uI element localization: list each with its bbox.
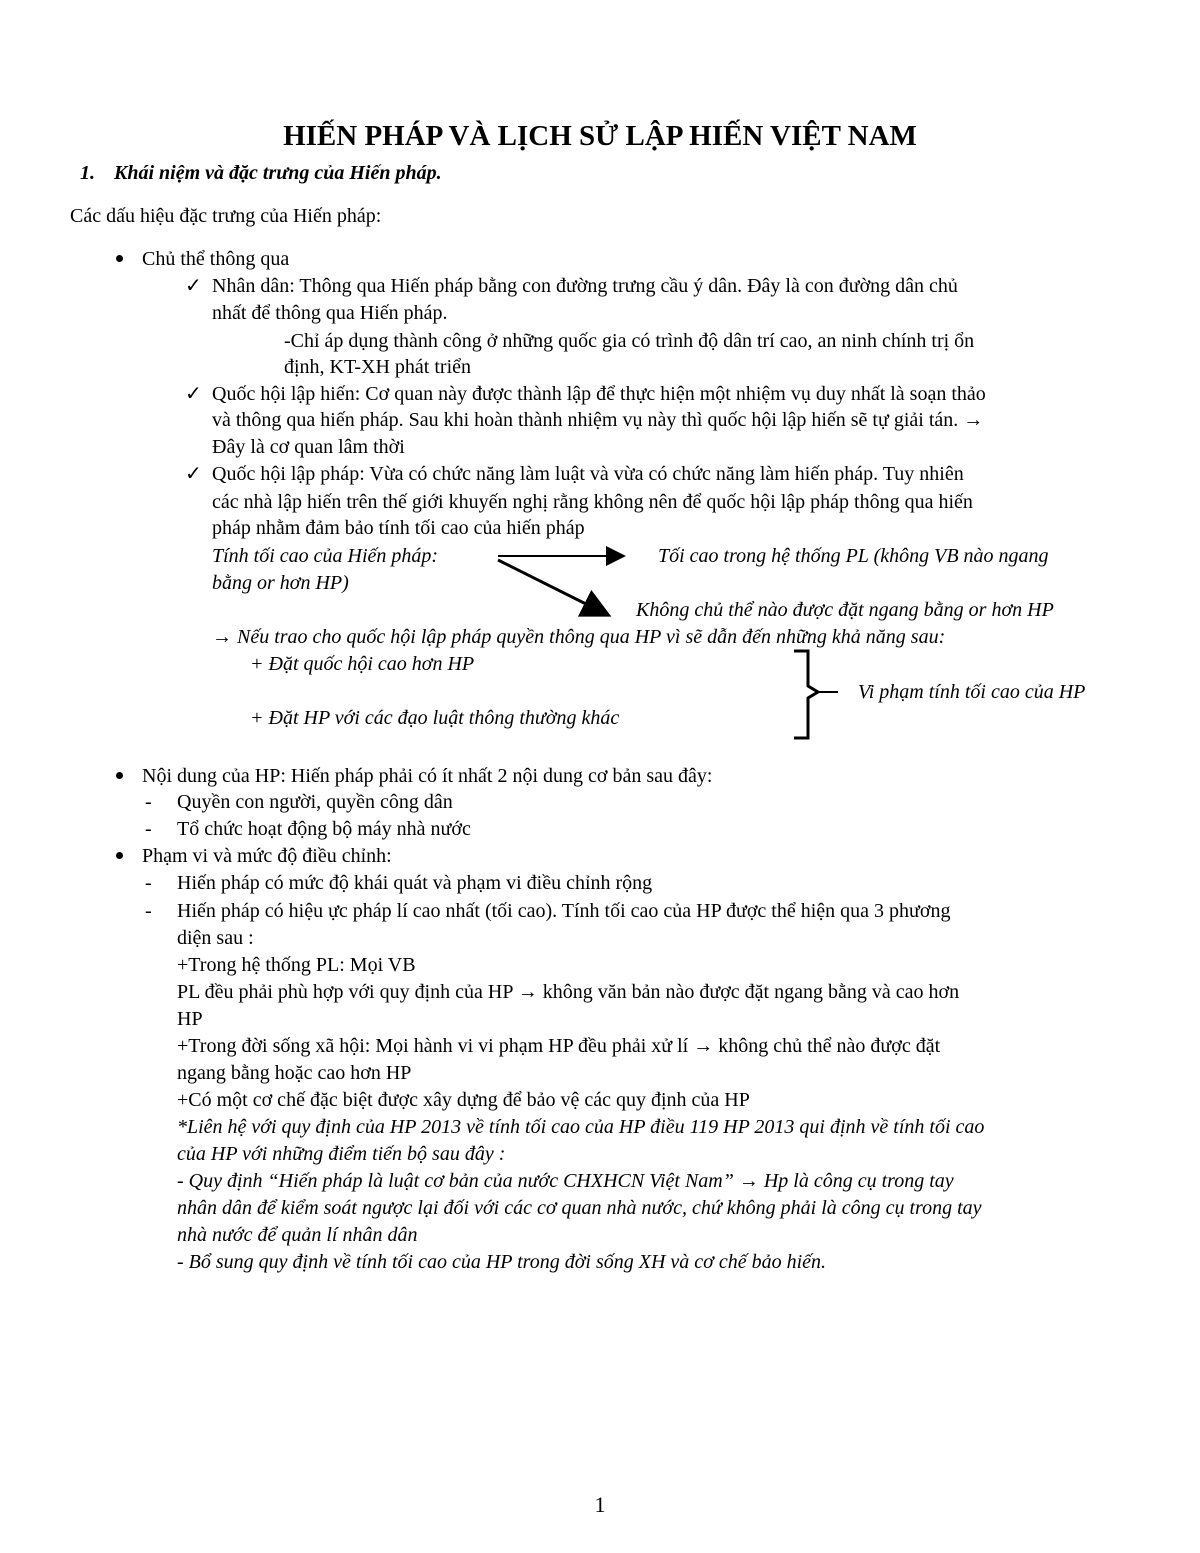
- diagram-left-text-1: Tính tối cao của Hiến pháp:: [212, 545, 439, 567]
- section-heading: Khái niệm và đặc trưng của Hiến pháp.: [114, 162, 442, 184]
- check-people-line1: Nhân dân: Thông qua Hiến pháp bằng con đường trưng cầu ý dân. Đây là con đường dân chủ: [212, 275, 958, 297]
- document-title: HIẾN PHÁP VÀ LỊCH SỬ LẬP HIẾN VIỆT NAM: [283, 120, 917, 152]
- supremacy-social-life-1: +Trong đời sống xã hội: Mọi hành vi vi phạm HP đều phải xử lí → không chủ thể nào được đặt: [177, 1035, 941, 1057]
- page-number: 1: [594, 1492, 606, 1517]
- check-legislative-line2: các nhà lập hiến trên thế giới khuyến nghị rằng không nên để quốc hội lập pháp thông qua hiến: [212, 491, 973, 513]
- checkmark-icon: ✓: [185, 275, 202, 297]
- note-line-1: *Liên hệ với quy định của HP 2013 về tính tối cao của HP điều 119 HP 2013 qui định về tính tối cao: [177, 1116, 985, 1138]
- check-legislative-line1: Quốc hội lập pháp: Vừa có chức năng làm luật và vừa có chức năng làm hiến pháp. Tuy nhiên: [212, 463, 964, 485]
- checkmark-icon: ✓: [185, 383, 202, 405]
- dash-marker: -: [145, 791, 152, 813]
- bullet-icon: [116, 772, 123, 779]
- diagram-left-text-2: bằng or hơn HP): [212, 572, 349, 594]
- dash-marker: -: [145, 818, 152, 840]
- arrow-down-right-icon: [498, 560, 606, 614]
- check-constituent-line1: Quốc hội lập hiến: Cơ quan này được thành lập để thực hiện một nhiệm vụ duy nhất là soạn thảo: [212, 383, 986, 405]
- bullet-icon: [116, 852, 123, 859]
- supremacy-legal-system-1: +Trong hệ thống PL: Mọi VB: [177, 954, 416, 976]
- supremacy-social-life-2: ngang bằng hoặc cao hơn HP: [177, 1062, 412, 1084]
- bullet-subject-label: Chủ thể thông qua: [142, 248, 290, 270]
- check-constituent-line3: Đây là cơ quan lâm thời: [212, 436, 405, 458]
- note-line-3: - Quy định “Hiến pháp là luật cơ bản của nước CHXHCN Việt Nam” → Hp là công cụ trong tay: [177, 1170, 954, 1192]
- dash-marker: -: [145, 872, 152, 894]
- intro-text: Các dấu hiệu đặc trưng của Hiến pháp:: [70, 205, 382, 227]
- supremacy-legal-system-2: PL đều phải phù hợp với quy định của HP → không văn bản nào được đặt ngang bằng và cao hơn: [177, 981, 960, 1003]
- checkmark-icon: ✓: [185, 463, 202, 485]
- supremacy-legal-system-3: HP: [177, 1008, 203, 1030]
- diagram-right-text-2: Không chủ thể nào được đặt ngang bằng or hơn HP: [636, 599, 1054, 621]
- diagram-right-text-1: Tối cao trong hệ thống PL (không VB nào ngang: [658, 545, 1049, 567]
- check-legislative-line3: pháp nhằm đảm bảo tính tối cao của hiến pháp: [212, 517, 585, 539]
- scope-item-2-line1: Hiến pháp có hiệu ực pháp lí cao nhất (tối cao). Tính tối cao của HP được thể hiện qua 3 phương: [177, 900, 951, 922]
- scope-item-2-line2: diện sau :: [177, 927, 254, 949]
- check-people-line3: -Chỉ áp dụng thành công ở những quốc gia có trình độ dân trí cao, an ninh chính trị ổn: [284, 330, 975, 352]
- consequence-item-2: + Đặt HP với các đạo luật thông thường khác: [250, 707, 620, 729]
- note-line-6: - Bổ sung quy định về tính tối cao của HP trong đời sống XH và cơ chế bảo hiến.: [177, 1251, 827, 1273]
- note-line-2: của HP với những điểm tiến bộ sau đây :: [177, 1143, 506, 1165]
- check-people-line4: định, KT-XH phát triển: [284, 356, 472, 378]
- check-constituent-line2: và thông qua hiến pháp. Sau khi hoàn thành nhiệm vụ này thì quốc hội lập hiến sẽ tự giải tán. →: [212, 409, 984, 431]
- consequence-text: → Nếu trao cho quốc hội lập pháp quyền thông qua HP vì sẽ dẫn đến những khả năng sau:: [212, 626, 946, 648]
- curly-brace-icon: [794, 651, 818, 738]
- dash-marker: -: [145, 900, 152, 922]
- note-line-5: nhà nước để quản lí nhân dân: [177, 1224, 418, 1246]
- content-item-1: Quyền con người, quyền công dân: [177, 791, 453, 813]
- consequence-item-1: + Đặt quốc hội cao hơn HP: [250, 653, 475, 675]
- note-line-4: nhân dân để kiểm soát ngược lại đối với các cơ quan nhà nước, chứ không phải là công cụ trong tay: [177, 1197, 982, 1219]
- supremacy-mechanism: +Có một cơ chế đặc biệt được xây dựng để bảo vệ các quy định của HP: [177, 1089, 750, 1111]
- content-item-2: Tổ chức hoạt động bộ máy nhà nước: [177, 818, 471, 840]
- section-number: 1.: [80, 162, 95, 184]
- check-people-line2: nhất để thông qua Hiến pháp.: [212, 302, 448, 324]
- bullet-scope-label: Phạm vi và mức độ điều chỉnh:: [142, 845, 392, 867]
- scope-item-1: Hiến pháp có mức độ khái quát và phạm vi điều chỉnh rộng: [177, 872, 653, 894]
- brace-label: Vi phạm tính tối cao của HP: [858, 681, 1086, 703]
- bullet-content-label: Nội dung của HP: Hiến pháp phải có ít nhất 2 nội dung cơ bản sau đây:: [142, 765, 713, 787]
